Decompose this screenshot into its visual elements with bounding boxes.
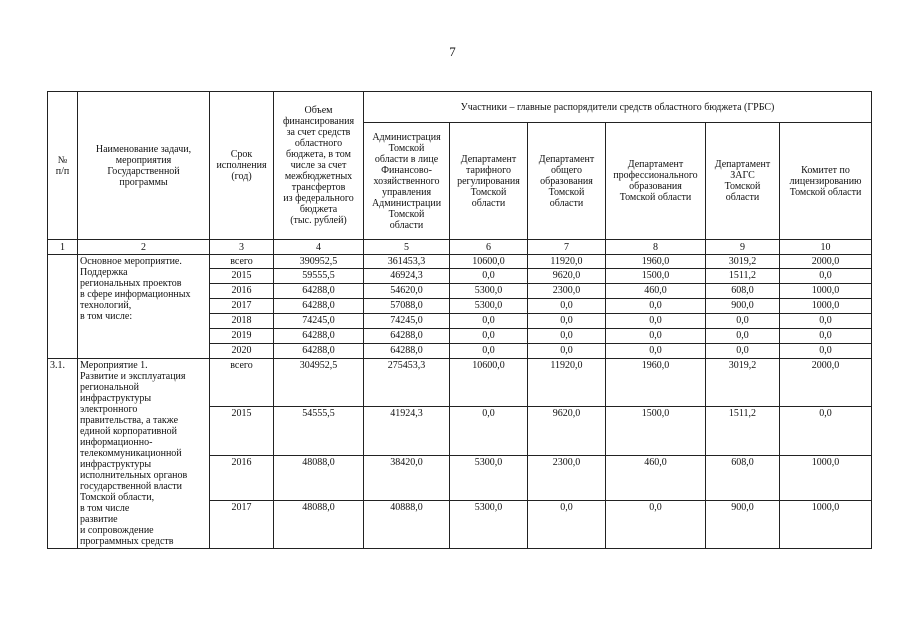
- column-number: 4: [274, 240, 364, 255]
- column-number: 2: [78, 240, 210, 255]
- header-name: Наименование задачи, мероприятия Государственной программы: [78, 92, 210, 240]
- table-cell: 1500,0: [606, 269, 706, 284]
- table-cell: 0,0: [528, 299, 606, 314]
- table-cell: 48088,0: [274, 455, 364, 500]
- table-cell: 64288,0: [274, 299, 364, 314]
- table-cell: 0,0: [706, 314, 780, 329]
- table-cell: 5300,0: [450, 455, 528, 500]
- column-number: 1: [48, 240, 78, 255]
- table-cell: 1960,0: [606, 255, 706, 269]
- table-cell: 0,0: [706, 329, 780, 344]
- table-cell: 1960,0: [606, 359, 706, 407]
- table-cell: 74245,0: [274, 314, 364, 329]
- table-cell: 41924,3: [364, 407, 450, 455]
- table-cell: 54620,0: [364, 284, 450, 299]
- table-cell: 2016: [210, 284, 274, 299]
- table-cell: 0,0: [528, 329, 606, 344]
- table-cell: 2016: [210, 455, 274, 500]
- table-cell: 10600,0: [450, 359, 528, 407]
- table-cell: 0,0: [450, 329, 528, 344]
- table-cell: 460,0: [606, 455, 706, 500]
- table-cell: 64288,0: [274, 344, 364, 359]
- table-cell: 2000,0: [780, 359, 872, 407]
- table-cell: 608,0: [706, 284, 780, 299]
- table-cell: 0,0: [450, 314, 528, 329]
- table-cell: 2015: [210, 407, 274, 455]
- table-cell: 2000,0: [780, 255, 872, 269]
- table-cell: 390952,5: [274, 255, 364, 269]
- column-number-row: [48, 240, 872, 255]
- row-number: [48, 255, 78, 359]
- column-number: 3: [210, 240, 274, 255]
- table-cell: 0,0: [706, 344, 780, 359]
- table-cell: 0,0: [780, 344, 872, 359]
- header-row: [48, 92, 872, 123]
- header-participant: Департамент ЗАГС Томской области: [706, 123, 780, 240]
- table-cell: 2017: [210, 299, 274, 314]
- column-number: 8: [606, 240, 706, 255]
- table-cell: 59555,5: [274, 269, 364, 284]
- table-cell: 1000,0: [780, 455, 872, 500]
- table-cell: 0,0: [780, 329, 872, 344]
- table-cell: 0,0: [606, 344, 706, 359]
- table-cell: 0,0: [450, 407, 528, 455]
- table-cell: всего: [210, 255, 274, 269]
- table-cell: 608,0: [706, 455, 780, 500]
- table-cell: 0,0: [606, 500, 706, 548]
- table-cell: 64288,0: [274, 284, 364, 299]
- table-cell: 1511,2: [706, 407, 780, 455]
- header-participant: Комитет по лицензированию Томской области: [780, 123, 872, 240]
- table-cell: 0,0: [780, 314, 872, 329]
- table-cell: 1000,0: [780, 500, 872, 548]
- table-cell: 2300,0: [528, 455, 606, 500]
- row-number: 3.1.: [48, 359, 78, 549]
- header-participants: Участники – главные распорядители средств областного бюджета (ГРБС): [364, 92, 872, 123]
- page-number: 7: [449, 44, 456, 59]
- table-cell: 1000,0: [780, 284, 872, 299]
- table-cell: 0,0: [450, 269, 528, 284]
- table-cell: 11920,0: [528, 359, 606, 407]
- table-cell: 0,0: [528, 314, 606, 329]
- table-cell: 2015: [210, 269, 274, 284]
- table-cell: 11920,0: [528, 255, 606, 269]
- table-cell: 9620,0: [528, 407, 606, 455]
- table-cell: 2300,0: [528, 284, 606, 299]
- table-cell: 5300,0: [450, 284, 528, 299]
- column-number: 9: [706, 240, 780, 255]
- task-name: Мероприятие 1. Развитие и эксплуатация региональной инфраструктуры электронного правительства, а также единой корпоративной информационно- телекоммуникационной инфраструктуры исполнительных органов государственной власти Томской области, в том числе развитие и сопровождение программных средств: [78, 359, 210, 549]
- table-cell: 74245,0: [364, 314, 450, 329]
- table-cell: 0,0: [528, 500, 606, 548]
- table-cell: 304952,5: [274, 359, 364, 407]
- table-cell: 2019: [210, 329, 274, 344]
- header-participant: Администрация Томской области в лице Финансово- хозяйственного управления Администрации Томской области: [364, 123, 450, 240]
- header-participant: Департамент общего образования Томской области: [528, 123, 606, 240]
- table-cell: 40888,0: [364, 500, 450, 548]
- table-cell: 1511,2: [706, 269, 780, 284]
- table-cell: 38420,0: [364, 455, 450, 500]
- table-cell: 64288,0: [364, 344, 450, 359]
- budget-table: [47, 91, 872, 549]
- header-participant: Департамент профессионального образования Томской области: [606, 123, 706, 240]
- task-name: Основное мероприятие. Поддержка региональных проектов в сфере информационных технологий, в том числе:: [78, 255, 210, 359]
- table-cell: 54555,5: [274, 407, 364, 455]
- table-cell: 900,0: [706, 500, 780, 548]
- table-cell: 900,0: [706, 299, 780, 314]
- table-cell: 5300,0: [450, 500, 528, 548]
- table-cell: 5300,0: [450, 299, 528, 314]
- table-cell: 64288,0: [274, 329, 364, 344]
- table-row: [48, 255, 872, 269]
- table-cell: 1500,0: [606, 407, 706, 455]
- column-number: 10: [780, 240, 872, 255]
- table-cell: 1000,0: [780, 299, 872, 314]
- header-term: Срок исполнения (год): [210, 92, 274, 240]
- column-number: 5: [364, 240, 450, 255]
- header-funding: Объем финансирования за счет средств областного бюджета, в том числе за счет межбюджетных трансфертов из федерального бюджета (тыс. рублей): [274, 92, 364, 240]
- table-row: [48, 359, 872, 407]
- table-cell: 46924,3: [364, 269, 450, 284]
- table-cell: 275453,3: [364, 359, 450, 407]
- header-num: № п/п: [48, 92, 78, 240]
- table-cell: 2020: [210, 344, 274, 359]
- table-cell: 2018: [210, 314, 274, 329]
- table-cell: 0,0: [606, 299, 706, 314]
- table-cell: 0,0: [606, 329, 706, 344]
- table-cell: 0,0: [606, 314, 706, 329]
- table-cell: 460,0: [606, 284, 706, 299]
- table-cell: 64288,0: [364, 329, 450, 344]
- table-cell: 9620,0: [528, 269, 606, 284]
- table-cell: 57088,0: [364, 299, 450, 314]
- table-cell: 0,0: [528, 344, 606, 359]
- table-cell: 0,0: [780, 269, 872, 284]
- table-cell: 48088,0: [274, 500, 364, 548]
- table-cell: 0,0: [450, 344, 528, 359]
- table-cell: 10600,0: [450, 255, 528, 269]
- header-participant: Департамент тарифного регулирования Томской области: [450, 123, 528, 240]
- column-number: 6: [450, 240, 528, 255]
- table-cell: 3019,2: [706, 359, 780, 407]
- table-cell: 0,0: [780, 407, 872, 455]
- table-cell: 3019,2: [706, 255, 780, 269]
- table-cell: всего: [210, 359, 274, 407]
- table-cell: 361453,3: [364, 255, 450, 269]
- table-cell: 2017: [210, 500, 274, 548]
- column-number: 7: [528, 240, 606, 255]
